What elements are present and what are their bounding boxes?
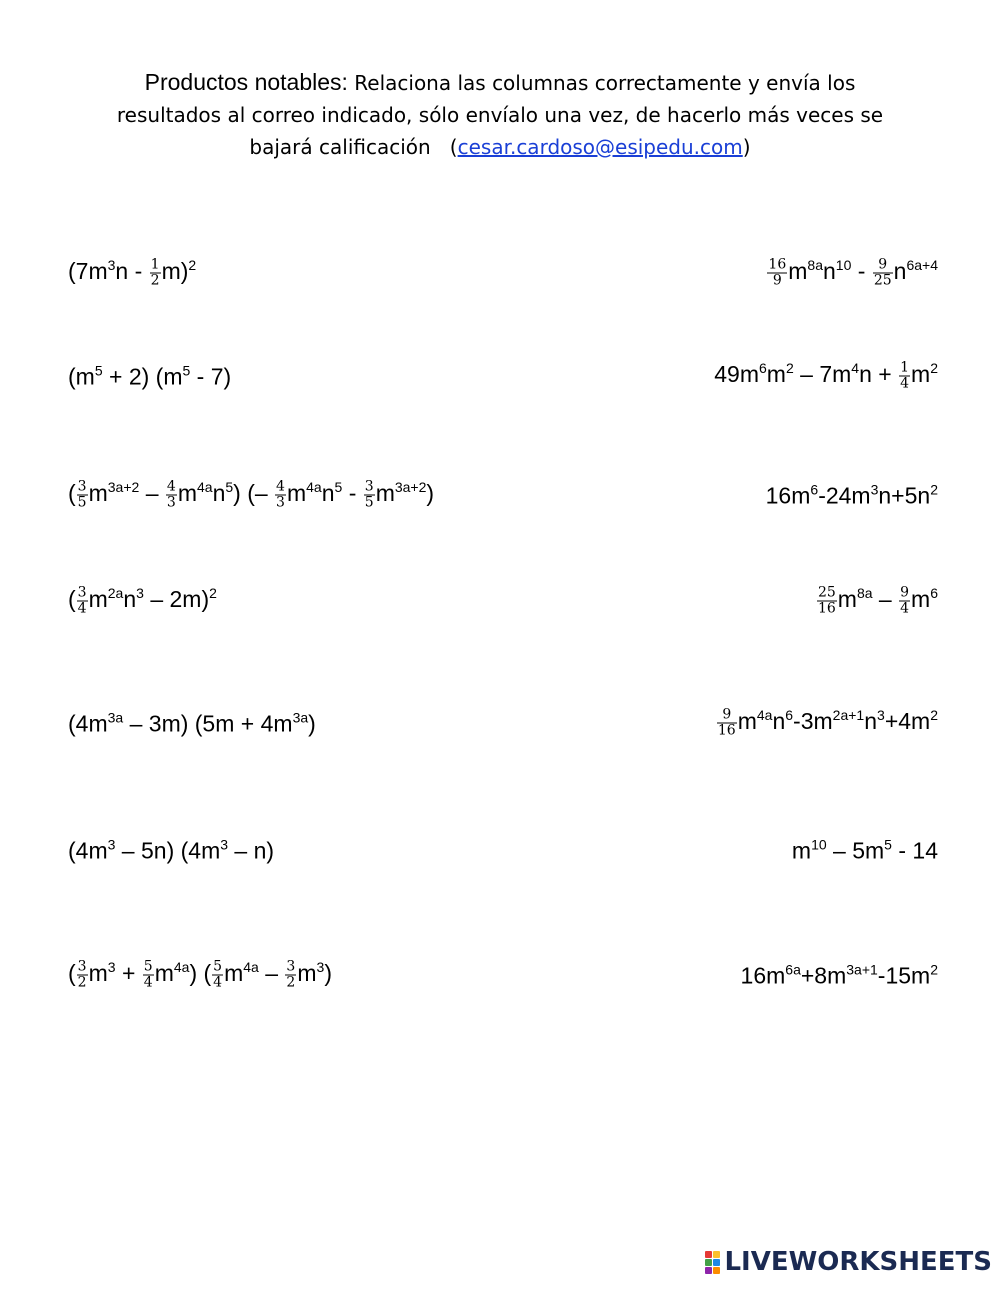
exponent: 3 xyxy=(107,959,116,976)
exponent: 2a xyxy=(107,585,124,602)
expression-text: m xyxy=(297,960,317,987)
exponent: 3a xyxy=(292,709,309,726)
expression-text: n+5n xyxy=(878,482,931,509)
exponent: 2 xyxy=(209,585,217,602)
exponent: 3a xyxy=(107,709,124,726)
fraction-numerator: 1 xyxy=(150,256,160,273)
expression-text: n - xyxy=(115,258,149,285)
expression-text: n xyxy=(321,480,335,507)
expression-text: - xyxy=(342,480,363,507)
exponent: 10 xyxy=(835,257,852,274)
expression-text: m xyxy=(177,480,197,507)
exponent: 3 xyxy=(316,959,325,976)
fraction-denominator: 2 xyxy=(150,272,160,289)
fraction-numerator: 3 xyxy=(77,584,87,601)
fraction-denominator: 25 xyxy=(873,272,892,289)
expression-text: (m xyxy=(68,363,95,390)
fraction xyxy=(275,480,286,511)
exponent: 2a+1 xyxy=(832,707,865,724)
fraction xyxy=(150,258,161,289)
fraction-numerator: 9 xyxy=(717,708,737,724)
matching-row xyxy=(68,693,938,753)
fraction xyxy=(166,480,177,511)
expression-text: m xyxy=(88,480,108,507)
result-expression xyxy=(716,708,938,739)
fraction xyxy=(817,586,837,617)
expression-text: -15m xyxy=(877,962,931,989)
expression-text: m xyxy=(791,837,812,864)
logo-square xyxy=(705,1251,712,1258)
fraction-numerator: 3 xyxy=(364,478,374,495)
expression-text: ) ( xyxy=(189,960,212,987)
logo-square xyxy=(705,1259,712,1266)
fraction-denominator: 4 xyxy=(77,600,87,617)
expression-text: +8m xyxy=(800,962,847,989)
logo-square xyxy=(705,1267,712,1274)
expression-text: - xyxy=(851,258,872,285)
worksheet-title: Productos notables: xyxy=(144,69,348,95)
expression-text: ) xyxy=(426,480,435,507)
exponent: 4a xyxy=(243,959,259,976)
expression-text: + xyxy=(115,960,142,987)
result-expression xyxy=(766,483,938,508)
exponent: 5 xyxy=(94,362,103,379)
logo-text: LIVEWORKSHEETS xyxy=(724,1247,992,1277)
expression-text: m xyxy=(766,361,786,388)
expression-text: – 5m xyxy=(826,837,885,864)
fraction xyxy=(873,258,893,289)
product-expression xyxy=(68,838,274,863)
fraction-denominator: 4 xyxy=(143,974,153,991)
exponent: 2 xyxy=(930,360,938,377)
fraction xyxy=(767,258,787,289)
expression-text: n xyxy=(823,258,836,285)
expression-text: n xyxy=(123,586,137,613)
matching-row xyxy=(68,346,938,406)
result-expression xyxy=(766,258,938,289)
exponent: 5 xyxy=(334,479,343,496)
exponent: 3a+2 xyxy=(394,479,427,496)
expression-text: m xyxy=(286,480,307,507)
expression-text: ( xyxy=(68,960,76,987)
expression-text: -24m xyxy=(818,482,871,509)
fraction-denominator: 16 xyxy=(717,722,736,739)
product-expression xyxy=(68,960,332,991)
expression-text: m xyxy=(88,960,108,987)
expression-text: n xyxy=(772,708,786,735)
fraction xyxy=(364,480,375,511)
expression-text: - 14 xyxy=(891,837,938,864)
expression-text: – 5n) (4m xyxy=(115,837,221,864)
fraction-numerator: 9 xyxy=(873,258,893,274)
liveworksheets-logo-icon xyxy=(705,1251,720,1274)
expression-text: – 3m) (5m + 4m xyxy=(123,710,293,737)
expression-text: m xyxy=(911,586,931,613)
fraction-denominator: 9 xyxy=(772,272,782,289)
expression-text: m xyxy=(154,960,174,987)
expression-text: ) (– xyxy=(233,480,275,507)
exponent: 6 xyxy=(785,707,794,724)
expression-text: n + xyxy=(859,361,899,388)
exponent: 10 xyxy=(811,836,827,853)
exponent: 5 xyxy=(884,836,892,853)
result-expression xyxy=(714,361,938,392)
expression-text: n xyxy=(212,480,226,507)
exponent: 6 xyxy=(759,360,767,377)
expression-text: m xyxy=(737,708,757,735)
exponent: 8a xyxy=(856,585,873,602)
fraction-numerator: 3 xyxy=(286,958,296,975)
expression-text: 16m xyxy=(765,482,811,509)
fraction xyxy=(77,480,88,511)
expression-text: (4m xyxy=(68,710,108,737)
expression-text: ( xyxy=(68,480,76,507)
expression-text: m xyxy=(88,586,108,613)
expression-text: ) xyxy=(324,960,332,987)
logo-square xyxy=(713,1259,720,1266)
product-expression xyxy=(68,480,434,511)
fraction-denominator: 2 xyxy=(286,974,296,991)
exponent: 3 xyxy=(870,481,879,498)
exponent: 6 xyxy=(810,481,819,498)
fraction xyxy=(285,960,296,991)
expression-text: +4m xyxy=(884,708,931,735)
expression-text: -3m xyxy=(793,708,833,735)
expression-text: ( xyxy=(68,586,76,613)
product-expression xyxy=(68,364,231,389)
fraction-numerator: 3 xyxy=(77,958,87,975)
expression-text: 16m xyxy=(740,962,786,989)
instructions-text-3: bajará calificación xyxy=(249,135,431,159)
exponent: 2 xyxy=(930,707,938,724)
fraction-denominator: 5 xyxy=(77,494,87,511)
fraction-numerator: 25 xyxy=(817,584,836,601)
expression-text: 49m xyxy=(714,361,759,388)
fraction-denominator: 3 xyxy=(166,494,176,511)
result-expression xyxy=(816,586,938,617)
expression-text: m) xyxy=(161,258,189,285)
instructions-line-3 xyxy=(60,131,940,163)
result-expression xyxy=(792,838,938,863)
instructions-text-1: Relaciona las columnas correctamente y envía los xyxy=(347,71,856,95)
fraction-numerator: 3 xyxy=(77,478,87,495)
fraction-denominator: 2 xyxy=(77,974,87,991)
matching-row xyxy=(68,945,938,1005)
exponent: 3 xyxy=(136,585,144,602)
expression-text: m xyxy=(837,586,857,613)
exponent: 4a xyxy=(306,479,322,496)
matching-row xyxy=(68,243,938,303)
fraction-numerator: 4 xyxy=(166,478,176,495)
fraction-numerator: 1 xyxy=(900,359,910,376)
expression-text: – 7m xyxy=(793,361,852,388)
expression-text: ) xyxy=(308,710,316,737)
exponent: 2 xyxy=(188,257,197,274)
exponent: 6a+4 xyxy=(906,257,938,274)
fraction-numerator: 9 xyxy=(900,584,910,601)
fraction-denominator: 3 xyxy=(276,494,285,511)
expression-text: – xyxy=(258,960,285,987)
paren-close: ) xyxy=(742,135,751,159)
instructions-line-1 xyxy=(60,66,940,99)
fraction xyxy=(899,586,910,617)
liveworksheets-logo xyxy=(705,1247,992,1277)
fraction xyxy=(717,708,737,739)
paren-open: ( xyxy=(449,135,458,159)
exponent: 4a xyxy=(196,479,213,496)
exponent: 4a xyxy=(173,959,190,976)
expression-text: m xyxy=(375,480,395,507)
fraction xyxy=(212,960,223,991)
exponent: 2 xyxy=(930,481,938,498)
exponent: 4a xyxy=(756,707,773,724)
exponent: 3 xyxy=(877,707,885,724)
logo-square xyxy=(713,1251,720,1258)
exponent: 3 xyxy=(220,836,229,853)
expression-text: – xyxy=(872,586,899,613)
fraction-numerator: 4 xyxy=(276,478,285,495)
product-expression xyxy=(68,586,217,617)
expression-text: – 2m) xyxy=(143,586,210,613)
fraction xyxy=(143,960,154,991)
exponent: 8a xyxy=(807,257,823,274)
fraction-numerator: 16 xyxy=(768,256,787,273)
exponent: 3a+1 xyxy=(846,961,878,978)
exponent: 6a xyxy=(785,961,801,978)
fraction-denominator: 4 xyxy=(213,974,223,991)
product-expression xyxy=(68,258,196,289)
fraction-numerator: 5 xyxy=(143,958,153,975)
exponent: 3 xyxy=(107,836,116,853)
result-expression xyxy=(741,963,938,988)
expression-text: m xyxy=(911,361,931,388)
exponent: 2 xyxy=(785,360,794,377)
expression-text: m xyxy=(788,258,808,285)
expression-text: + 2) (m xyxy=(102,363,183,390)
exponent: 5 xyxy=(225,479,234,496)
instructions-line-2: resultados al correo indicado, sólo envíalo una vez, de hacerlo más veces se xyxy=(116,103,884,127)
exponent: 2 xyxy=(930,961,938,978)
fraction-denominator: 16 xyxy=(817,600,836,617)
matching-row xyxy=(68,820,938,880)
instructions-header xyxy=(60,66,940,163)
exponent: 4 xyxy=(851,360,860,377)
expression-text: (4m xyxy=(68,837,108,864)
matching-row xyxy=(68,571,938,631)
exponent: 3 xyxy=(107,257,116,274)
product-expression xyxy=(68,711,316,736)
fraction-denominator: 5 xyxy=(364,494,374,511)
expression-text: - 7) xyxy=(190,363,232,390)
fraction xyxy=(77,960,88,991)
fraction-numerator: 5 xyxy=(213,958,223,975)
logo-square xyxy=(713,1267,720,1274)
exponent: 6 xyxy=(930,585,938,602)
expression-text: – xyxy=(139,480,165,507)
matching-row xyxy=(68,465,938,525)
expression-text: n xyxy=(893,258,907,285)
exponent: 3a+2 xyxy=(107,479,140,496)
email-link[interactable]: cesar.cardoso@esipedu.com xyxy=(457,135,743,159)
fraction-denominator: 4 xyxy=(900,600,910,617)
fraction xyxy=(77,586,88,617)
fraction-denominator: 4 xyxy=(900,375,910,392)
expression-text: – n) xyxy=(228,837,275,864)
expression-text: n xyxy=(864,708,878,735)
expression-text: (7m xyxy=(68,258,108,285)
expression-text: m xyxy=(224,960,244,987)
fraction xyxy=(899,361,910,392)
exponent: 5 xyxy=(182,362,191,379)
